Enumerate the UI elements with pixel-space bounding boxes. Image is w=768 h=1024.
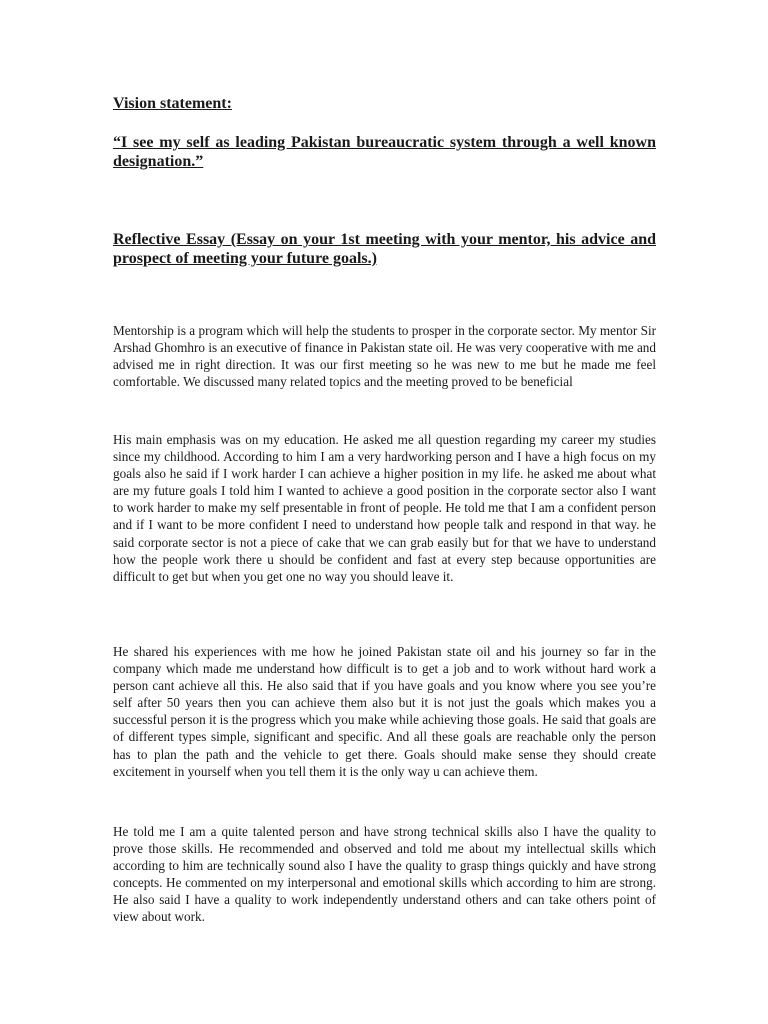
vision-statement-quote: “I see my self as leading Pakistan bureaucratic system through a well known designation.” <box>113 134 656 170</box>
essay-paragraph-3: He shared his experiences with me how he joined Pakistan state oil and his journey so far in the company which made me understand how difficult is to get a job and to work without hard work a person cant achieve all this. He also said that if you have goals and you know where you see you’re self after 50 years then you can achieve them also but it is not just the goals which makes you a successful person it is the progress which you make while achieving those goals. He said that goals are of different types simple, significant and specific. And all these goals are reachable only the person has to plan the path and the vehicle to get there. Goals should make sense they should create excitement in yourself when you tell them it is the only way u can achieve them. <box>113 644 656 779</box>
essay-paragraph-1: Mentorship is a program which will help the students to prosper in the corporate sector. My mentor Sir Arshad Ghomhro is an executive of finance in Pakistan state oil. He was very cooperative with me and advised me in right direction. It was our first meeting so he was new to me but he made me feel comfortable. We discussed many related topics and the meeting proved to be beneficial <box>113 323 656 390</box>
reflective-essay-title: Reflective Essay (Essay on your 1st meeting with your mentor, his advice and prospect of meeting your future goals.) <box>113 231 656 267</box>
essay-paragraph-2: His main emphasis was on my education. He asked me all question regarding my career my studies since my childhood. According to him I am a very hardworking person and I have a high focus on my goals also he said if I work harder I can achieve a higher position in my life. he asked me about what are my future goals I told him I wanted to achieve a good position in the corporate sector also I want to work harder to make my self presentable in front of people. He told me that I am a confident person and if I want to be more confident I need to understand how people talk and respond in that way. he said corporate sector is not a piece of cake that we can grab easily but for that we have to understand how the people work there u should be confident and fast at every step because opportunities are difficult to get but when you get one no way you should leave it. <box>113 432 656 584</box>
essay-paragraph-4: He told me I am a quite talented person and have strong technical skills also I have the quality to prove those skills. He recommended and observed and told me about my intellectual skills which according to him are technically sound also I have the quality to grasp things quickly and have strong concepts. He commented on my interpersonal and emotional skills which according to him are strong. He also said I have a quality to work independently understand others and can take others point of view about work. <box>113 824 656 925</box>
vision-statement-heading: Vision statement: <box>113 95 232 112</box>
